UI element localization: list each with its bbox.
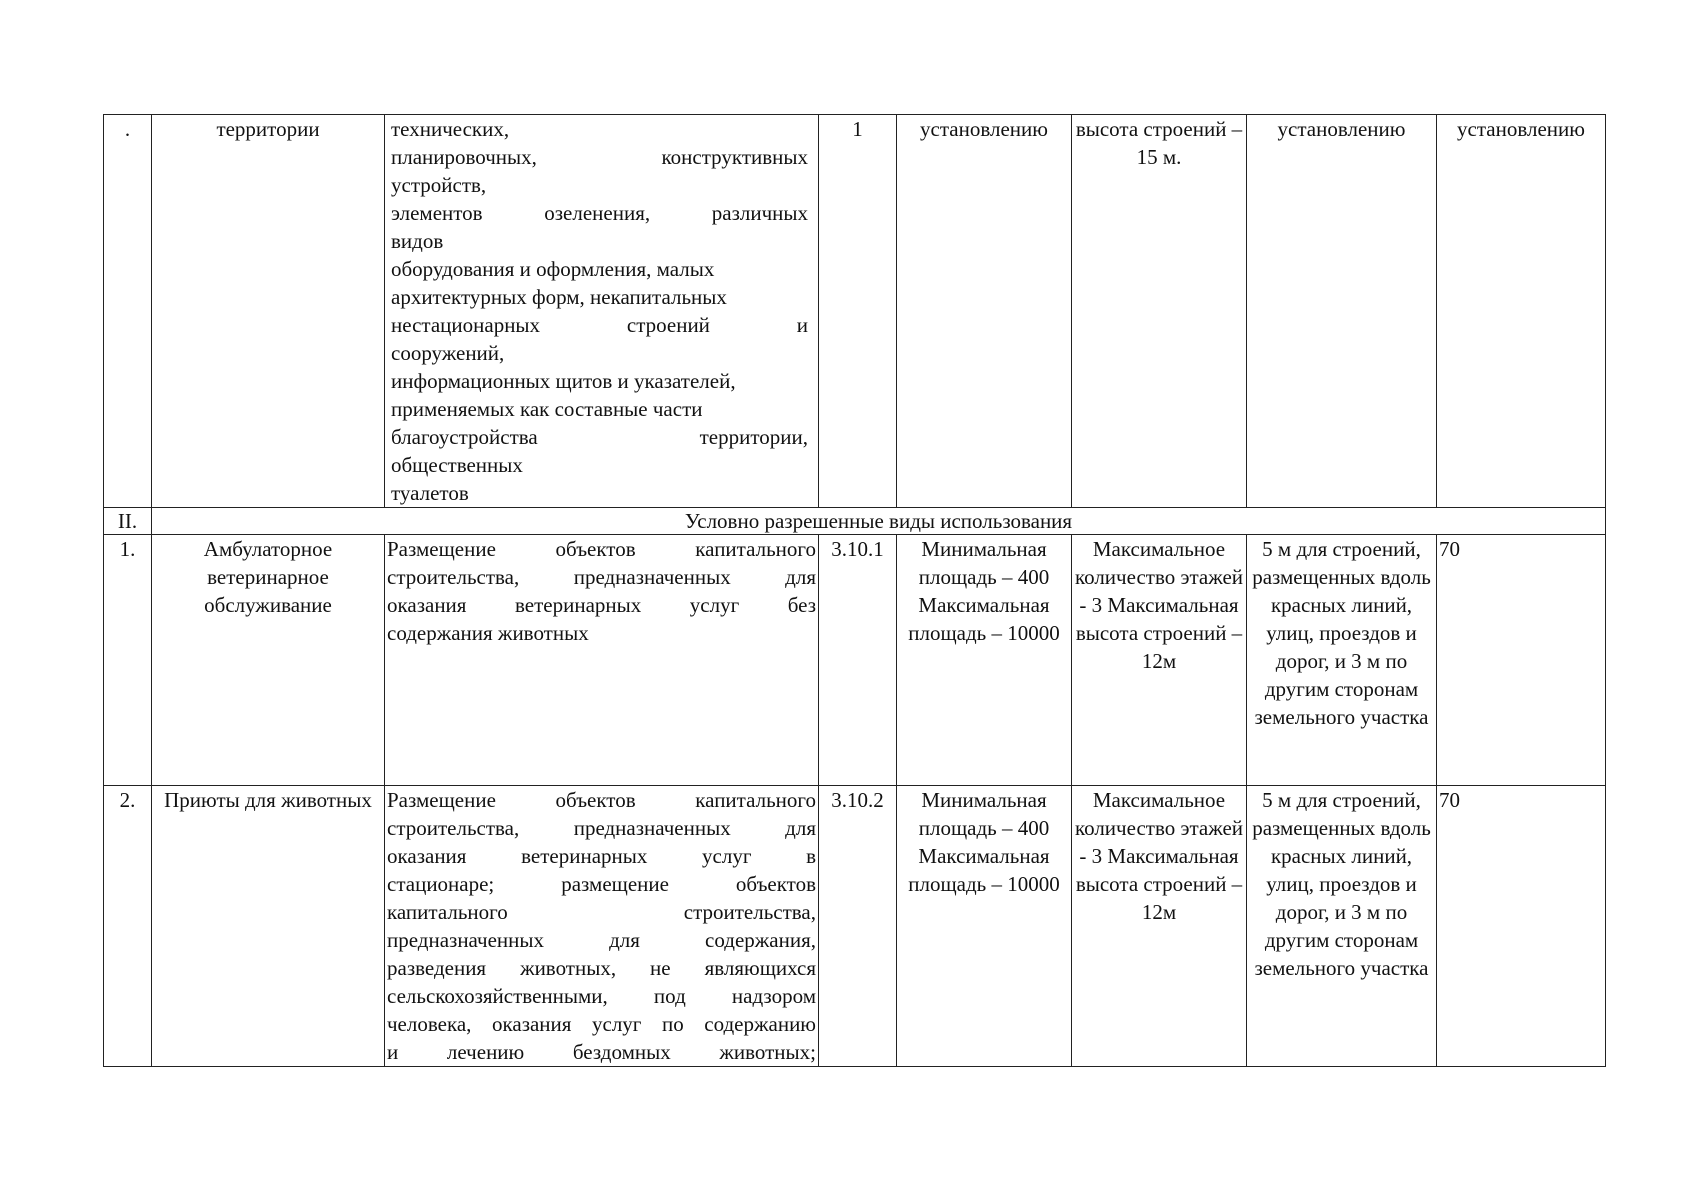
- cell-plot-area: Минимальная площадь – 400 Максимальная площадь – 10000: [897, 535, 1072, 786]
- zoning-regulations-table: [103, 114, 1606, 1067]
- description-line: сооружений,: [391, 341, 505, 365]
- cell-classifier-code: 3.10.2: [819, 786, 897, 1067]
- description-line: сельскохозяйственными, под надзором: [387, 984, 816, 1008]
- description-line: капитального строительства,: [387, 900, 816, 924]
- cell-building-height: высота строений – 15 м.: [1072, 115, 1247, 508]
- cell-number: 2.: [104, 786, 152, 1067]
- description-line: человека, оказания услуг по содержанию: [387, 1012, 816, 1036]
- cell-setback: 5 м для строений, размещенных вдоль красных линий, улиц, проездов и дорог, и 3 м по другим сторонам земельного участка: [1247, 786, 1437, 1067]
- description-line: и лечению бездомных животных;: [387, 1040, 816, 1064]
- cell-coverage: 70: [1437, 535, 1606, 786]
- description-line: технических,: [391, 117, 510, 141]
- cell-classifier-code: 3.10.1: [819, 535, 897, 786]
- description-line: информационных щитов и указателей,: [391, 369, 736, 393]
- cell-setback: установлению: [1247, 115, 1437, 508]
- section-header-row: [104, 508, 1606, 535]
- description-line: благоустройства территории,: [391, 425, 808, 449]
- description-line: общественных: [391, 453, 523, 477]
- table-row: [104, 786, 1606, 1067]
- description-line: применяемых как составные части: [391, 397, 703, 421]
- description-line: содержания животных: [387, 621, 589, 645]
- cell-plot-area: Минимальная площадь – 400 Максимальная площадь – 10000: [897, 786, 1072, 1067]
- cell-coverage: установлению: [1437, 115, 1606, 508]
- cell-building-height: Максимальное количество этажей - 3 Максимальная высота строений – 12м: [1072, 535, 1247, 786]
- cell-number: 1.: [104, 535, 152, 786]
- cell-number: .: [104, 115, 152, 508]
- description-line: элементов озеленения, различных: [391, 201, 808, 225]
- table-row-continuation: [104, 115, 1606, 508]
- description-line: видов: [391, 229, 444, 253]
- cell-coverage: 70: [1437, 786, 1606, 1067]
- description-lines: [387, 115, 816, 507]
- description-line: стационаре; размещение объектов: [387, 872, 816, 896]
- cell-plot-area: установлению: [897, 115, 1072, 508]
- description-line: строительства, предназначенных для: [387, 565, 816, 589]
- description-line: оказания ветеринарных услуг без: [387, 593, 816, 617]
- description-line: планировочных, конструктивных: [391, 145, 808, 169]
- section-number: II.: [104, 508, 152, 535]
- cell-setback: 5 м для строений, размещенных вдоль красных линий, улиц, проездов и дорог, и 3 м по другим сторонам земельного участка: [1247, 535, 1437, 786]
- description-line: предназначенных для содержания,: [387, 928, 816, 952]
- cell-building-height: Максимальное количество этажей - 3 Максимальная высота строений – 12м: [1072, 786, 1247, 1067]
- cell-description: [385, 786, 819, 1067]
- cell-use-name: Приюты для животных: [152, 786, 385, 1067]
- description-line: Размещение объектов капитального: [387, 788, 816, 812]
- description-line: нестационарных строений и: [391, 313, 808, 337]
- description-line: оказания ветеринарных услуг в: [387, 844, 816, 868]
- cell-description: [385, 535, 819, 786]
- description-line: оборудования и оформления, малых: [391, 257, 715, 281]
- cell-use-name: Амбулаторное ветеринарное обслуживание: [152, 535, 385, 786]
- description-line: архитектурных форм, некапитальных: [391, 285, 727, 309]
- description-line: туалетов: [391, 481, 469, 505]
- cell-description: [385, 115, 819, 508]
- table-row: [104, 535, 1606, 786]
- description-line: строительства, предназначенных для: [387, 816, 816, 840]
- description-line: устройств,: [391, 173, 487, 197]
- cell-classifier-code: 1: [819, 115, 897, 508]
- description-line: Размещение объектов капитального: [387, 537, 816, 561]
- cell-use-name: территории: [152, 115, 385, 508]
- section-title: Условно разрешенные виды использования: [152, 508, 1606, 535]
- description-line: разведения животных, не являющихся: [387, 956, 816, 980]
